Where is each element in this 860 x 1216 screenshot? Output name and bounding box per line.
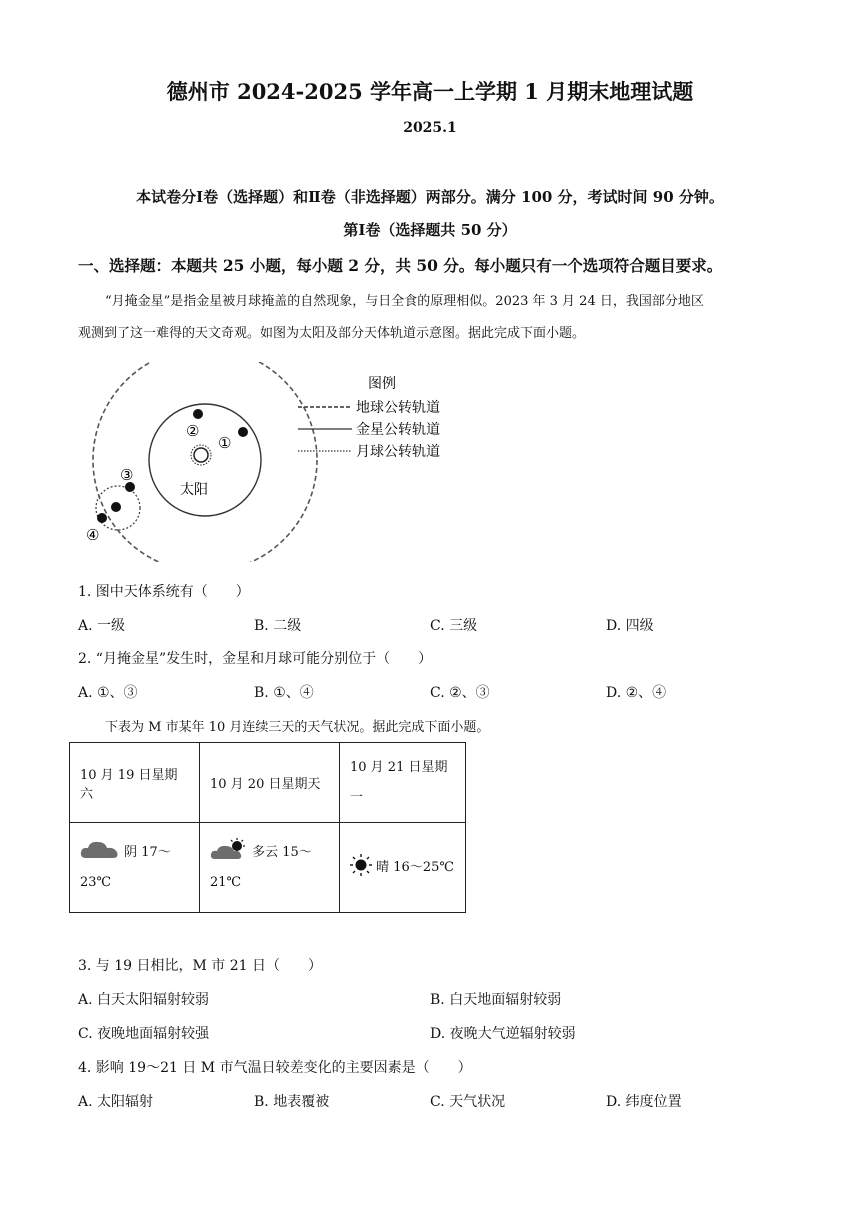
question-3-option-b: B. 白天地面辐射较弱 [430,992,562,1008]
question-2-option-d: D. ②、④ [606,685,667,701]
passage-2-line-1: 下表为 M 市某年 10 月连续三天的天气状况。据此完成下面小题。 [105,720,490,735]
moon-point-4 [97,513,107,523]
partly-cloudy-icon [210,838,248,860]
question-3-option-c: C. 夜晚地面辐射较强 [78,1026,210,1042]
weather-date-day2: 10 月 20 日星期天 [200,743,340,823]
earth-point [111,502,121,512]
question-1-option-a: A. 一级 [78,618,126,634]
question-3-option-d: D. 夜晚大气逆辐射较弱 [430,1026,576,1042]
earth-orbit [93,362,317,562]
marker-1: ① [218,434,232,452]
question-1-stem: 1. 图中天体系统有（ ） [78,584,250,600]
venus-point-2 [193,409,203,419]
legend-earth: 地球公转轨道 [356,400,440,416]
question-1-option-d: D. 四级 [606,618,654,634]
question-2-stem: 2. “月掩金星”发生时，金星和月球可能分别位于（ ） [78,651,433,667]
cloud-icon [80,838,120,860]
sun-label: 太阳 [180,482,208,498]
question-4-stem: 4. 影响 19～21 日 M 市气温日较差变化的主要因素是（ ） [78,1060,472,1076]
question-3-option-a: A. 白天太阳辐射较弱 [78,992,210,1008]
exam-instructions: 本试卷分Ⅰ卷（选择题）和Ⅱ卷（非选择题）两部分。满分 100 分，考试时间 90 分钟。 [136,188,724,206]
question-4-option-a: A. 太阳辐射 [78,1094,154,1110]
marker-2: ② [186,422,200,440]
legend-moon: 月球公转轨道 [356,444,440,460]
question-2-option-c: C. ②、③ [430,685,490,701]
weather-cell-day2: 多云 15～ 21℃ [200,823,340,913]
legend-title: 图例 [368,376,396,392]
sun-icon [350,854,372,876]
weather-cell-day3: 晴 16～25℃ [340,823,466,913]
exam-date: 2025.1 [403,120,457,136]
question-4-option-b: B. 地表覆被 [254,1094,330,1110]
question-2-option-a: A. ①、③ [78,685,138,701]
orbit-diagram [80,362,480,562]
question-4-option-c: C. 天气状况 [430,1094,506,1110]
question-1-option-b: B. 二级 [254,618,302,634]
page-title: 德州市 2024-2025 学年高一上学期 1 月期末地理试题 [166,79,694,104]
venus-point-1 [238,427,248,437]
question-2-option-b: B. ①、④ [254,685,314,701]
weather-date-day3: 10 月 21 日星期 一 [340,743,466,823]
weather-cell-day1: 阴 17～ 23℃ [70,823,200,913]
question-3-stem: 3. 与 19 日相比，M 市 21 日（ ） [78,958,323,974]
weather-table [69,742,466,913]
passage-1-line-2: 观测到了这一难得的天文奇观。如图为太阳及部分天体轨道示意图。据此完成下面小题。 [78,326,586,341]
volume-title: 第Ⅰ卷（选择题共 50 分） [343,221,517,239]
question-1-option-c: C. 三级 [430,618,478,634]
marker-4: ④ [86,526,100,544]
weather-date-day1: 10 月 19 日星期六 [70,743,200,823]
marker-3: ③ [120,466,134,484]
section-heading: 一、选择题：本题共 25 小题，每小题 2 分，共 50 分。每小题只有一个选项符合题目要求。 [78,256,723,275]
passage-1-line-1: “月掩金星”是指金星被月球掩盖的自然现象，与日全食的原理相似。2023 年 3 月 24 日，我国部分地区 [105,294,704,309]
legend-venus: 金星公转轨道 [356,422,440,438]
question-4-option-d: D. 纬度位置 [606,1094,682,1110]
sun-icon [191,445,211,465]
